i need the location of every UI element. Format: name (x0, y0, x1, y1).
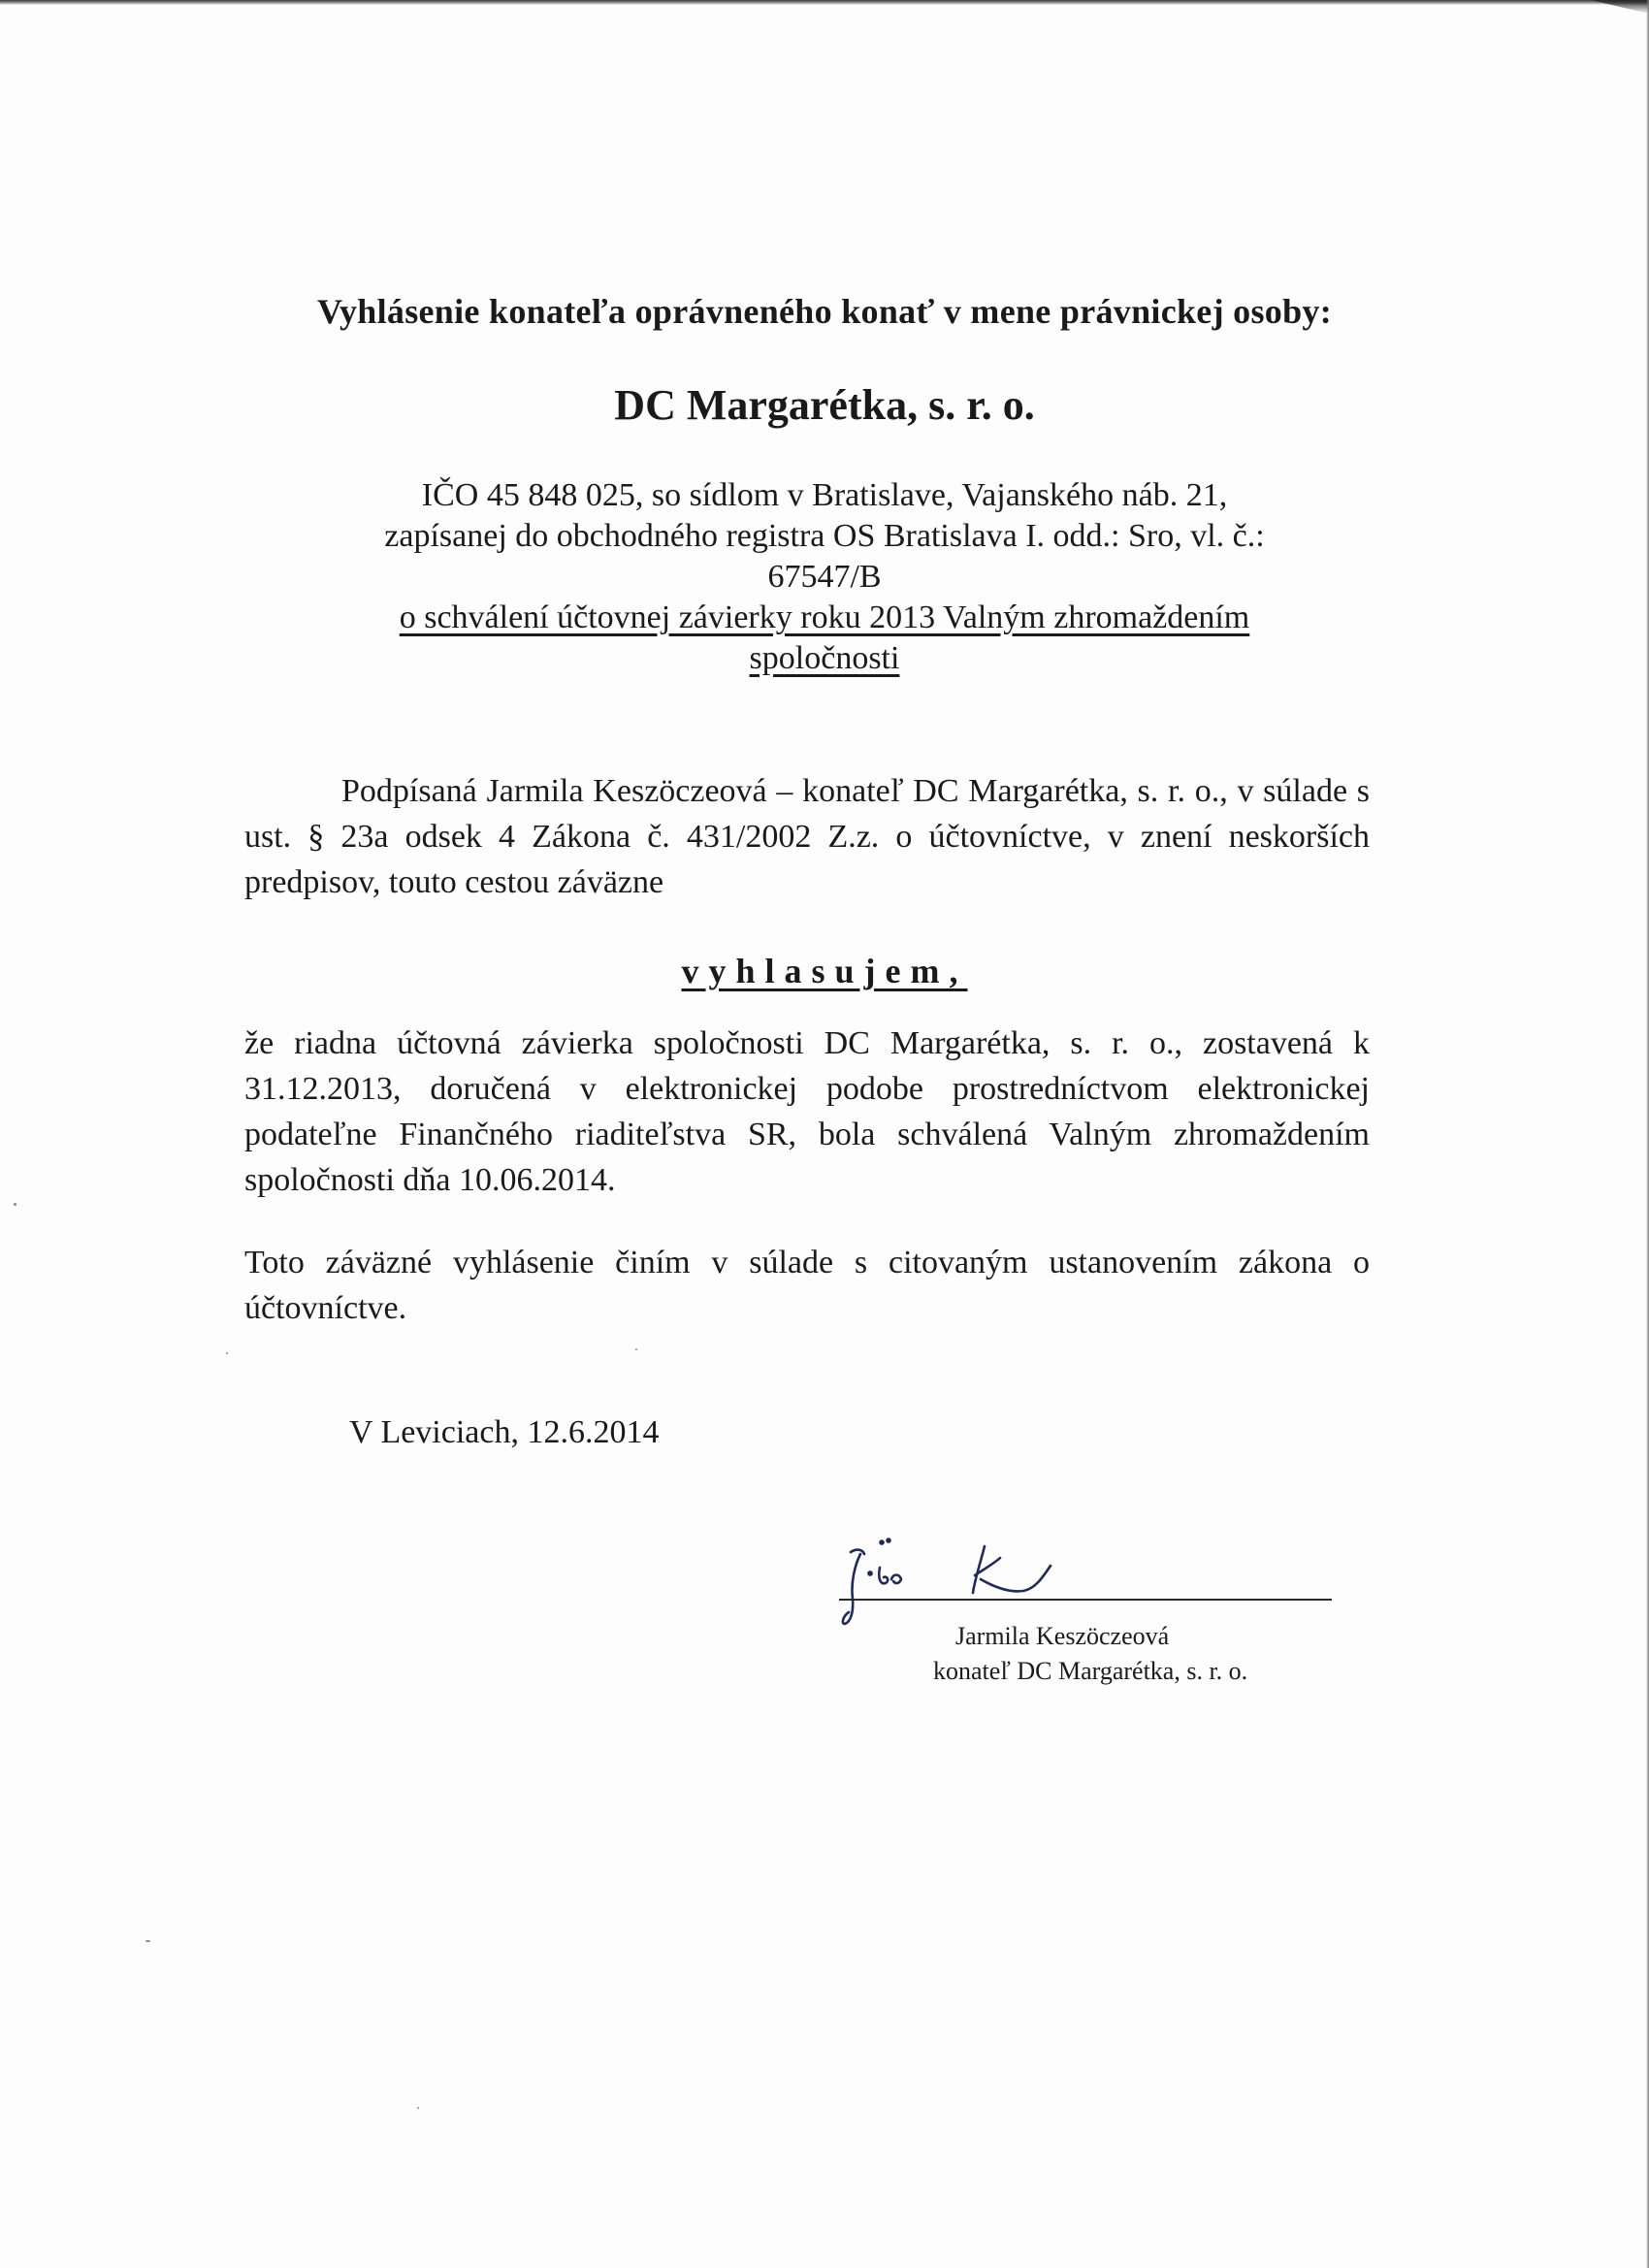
signer-name: Jarmila Keszöczeová (955, 1622, 1170, 1650)
signer-role: konateľ DC Margarétka, s. r. o. (933, 1657, 1248, 1685)
subject-line: o schválení účtovnej závierky roku 2013 Valným zhromaždením (399, 599, 1250, 635)
company-name: DC Margarétka, s. r. o. (614, 381, 1035, 429)
scan-top-edge (0, 0, 1649, 5)
closing-paragraph: Toto záväzné vyhlásenie činím v súlade s citovaným ustanovením zákona o účtovníctve. (244, 1245, 1370, 1326)
scan-speck (146, 1940, 150, 1942)
place-and-date: V Leviciach, 12.6.2014 (349, 1414, 660, 1450)
scan-speck (226, 1352, 228, 1354)
document-title: Vyhlásenie konateľa oprávneného konať v mene právnickej osoby: (317, 292, 1332, 331)
company-registration: zapísanej do obchodného registra OS Bratislava I. odd.: Sro, vl. č.: (384, 518, 1265, 554)
scan-speck (417, 2107, 419, 2109)
signature-line (839, 1599, 1332, 1601)
scan-speck (14, 1203, 16, 1206)
handwritten-signature (829, 1523, 1149, 1630)
intro-paragraph: Podpísaná Jarmila Keszöczeová – konateľ DC Margarétka, s. r. o., v súlade s ust. § 23a odsek 4 Zákona č. 431/2002 Z.z. o účtovníctve, v znení neskorších predpisov, touto cestou záväzne (244, 773, 1370, 900)
scan-speck (635, 1348, 637, 1350)
scan-corner-shadow (1591, 0, 1649, 14)
company-ico-address: IČO 45 848 025, so sídlom v Bratislave, Vajanského náb. 21, (421, 477, 1228, 513)
registration-number: 67547/B (767, 559, 882, 595)
subject-line-continued: spoločnosti (749, 640, 900, 676)
declaration-word: vyhlasujem, (681, 952, 968, 990)
declaration-paragraph: že riadna účtovná závierka spoločnosti DC Margarétka, s. r. o., zostavená k 31.12.2013, doručená v elektronickej podobe prostredníctvom elektronickej podateľne Finančného riaditeľstva SR, bola schválená Valným zhromaždením spoločnosti dňa 10.06.2014. (244, 1025, 1370, 1198)
